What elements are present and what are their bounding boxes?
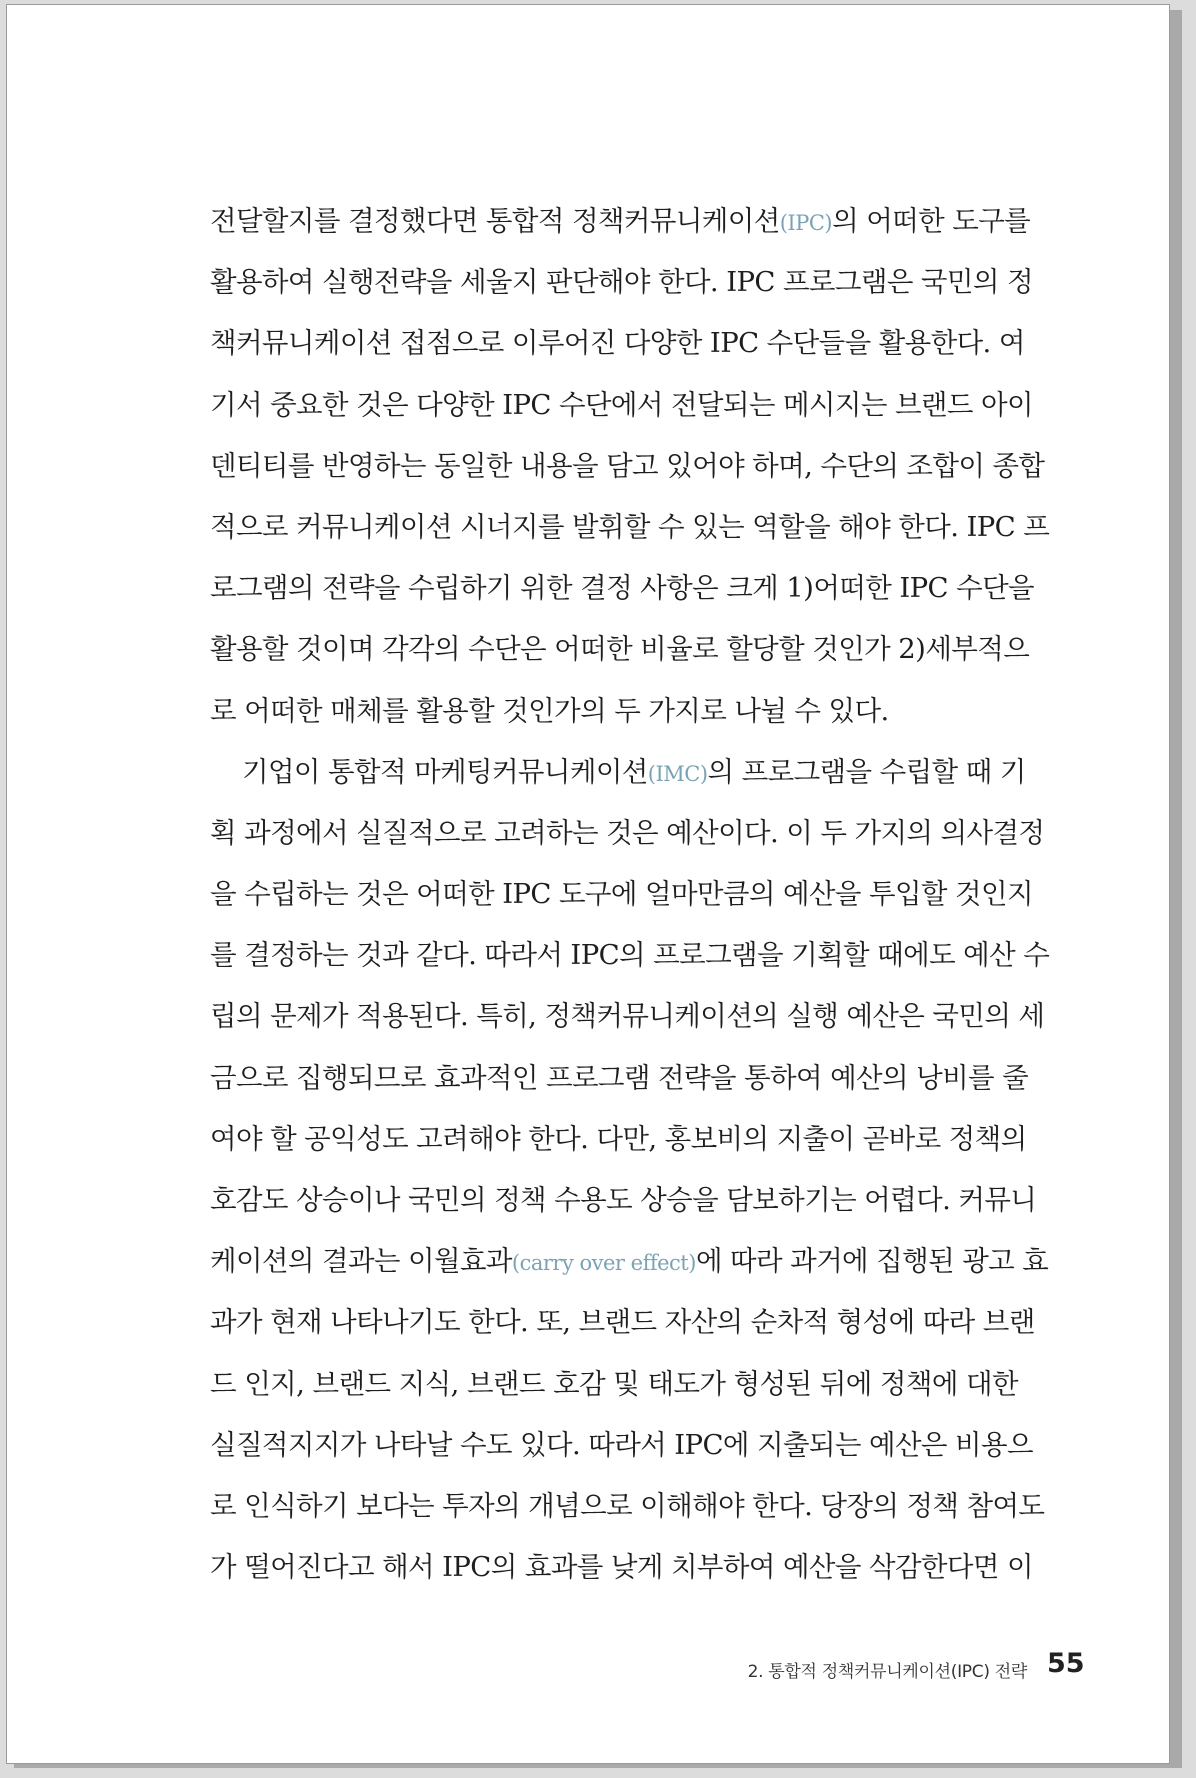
text-line: 립의 문제가 적용된다. 특히, 정책커뮤니케이션의 실행 예산은 국민의 세 <box>210 1000 1045 1033</box>
text-line: 금으로 집행되므로 효과적인 프로그램 전략을 통하여 예산의 낭비를 줄 <box>210 1061 1029 1094</box>
text-line: 로그램의 전략을 수립하기 위한 결정 사항은 크게 1)어떠한 IPC 수단을 <box>210 572 1034 605</box>
body-text <box>210 191 1050 1598</box>
term-annotation: (carry over effect) <box>511 1251 696 1276</box>
text-line: 실질적지지가 나타날 수도 있다. 따라서 IPC에 지출되는 예산은 비용으 <box>210 1428 1033 1461</box>
text-line: 가 떨어진다고 해서 IPC의 효과를 낮게 치부하여 예산을 삭감한다면 이 <box>210 1551 1033 1584</box>
text-line: 을 수립하는 것은 어떠한 IPC 도구에 얼마만큼의 예산을 투입할 것인지 <box>210 878 1033 911</box>
text-line: 기서 중요한 것은 다양한 IPC 수단에서 전달되는 메시지는 브랜드 아이 <box>210 388 1033 421</box>
text-line: 를 결정하는 것과 같다. 따라서 IPC의 프로그램을 기획할 때에도 예산 수 <box>210 939 1050 972</box>
term-annotation: (IMC) <box>647 761 708 786</box>
text-line: 과가 현재 나타나기도 한다. 또, 브랜드 자산의 순차적 형성에 따라 브랜 <box>210 1306 1035 1339</box>
text-line: 덴티티를 반영하는 동일한 내용을 담고 있어야 하며, 수단의 조합이 종합 <box>210 449 1045 482</box>
term-annotation: (IPC) <box>779 211 833 235</box>
text-line: 적으로 커뮤니케이션 시너지를 발휘할 수 있는 역할을 해야 한다. IPC 프 <box>210 510 1050 543</box>
book-page <box>6 4 1170 1764</box>
text-line: 기업이 통합적 마케팅커뮤니케이션(IMC)의 프로그램을 수립할 때 기 <box>242 755 1026 788</box>
text-line: 획 과정에서 실질적으로 고려하는 것은 예산이다. 이 두 가지의 의사결정 <box>210 816 1045 849</box>
text-line: 활용할 것이며 각각의 수단은 어떠한 비율로 할당할 것인가 2)세부적으 <box>210 633 1030 666</box>
page-number: 55 <box>1047 1648 1085 1679</box>
text-line: 로 인식하기 보다는 투자의 개념으로 이해해야 한다. 당장의 정책 참여도 <box>210 1489 1045 1522</box>
text-line: 드 인지, 브랜드 지식, 브랜드 호감 및 태도가 형성된 뒤에 정책에 대한 <box>210 1367 1018 1400</box>
text-line: 호감도 상승이나 국민의 정책 수용도 상승을 담보하기는 어렵다. 커뮤니 <box>210 1184 1037 1216</box>
text-line: 케이션의 결과는 이월효과(carry over effect)에 따라 과거에 집행된 광고 효 <box>210 1245 1049 1278</box>
text-line: 전달할지를 결정했다면 통합적 정책커뮤니케이션(IPC)의 어떠한 도구를 <box>210 205 1031 237</box>
text-line: 여야 할 공익성도 고려해야 한다. 다만, 홍보비의 지출이 곧바로 정책의 <box>210 1122 1027 1155</box>
running-footer-chapter-title: 2. 통합적 정책커뮤니케이션(IPC) 전략 <box>747 1662 1027 1682</box>
text-line: 책커뮤니케이션 접점으로 이루어진 다양한 IPC 수단들을 활용한다. 여 <box>210 327 1025 360</box>
text-line: 활용하여 실행전략을 세울지 판단해야 한다. IPC 프로그램은 국민의 정 <box>210 266 1033 299</box>
text-line: 로 어떠한 매체를 활용할 것인가의 두 가지로 나뉠 수 있다. <box>210 694 889 727</box>
